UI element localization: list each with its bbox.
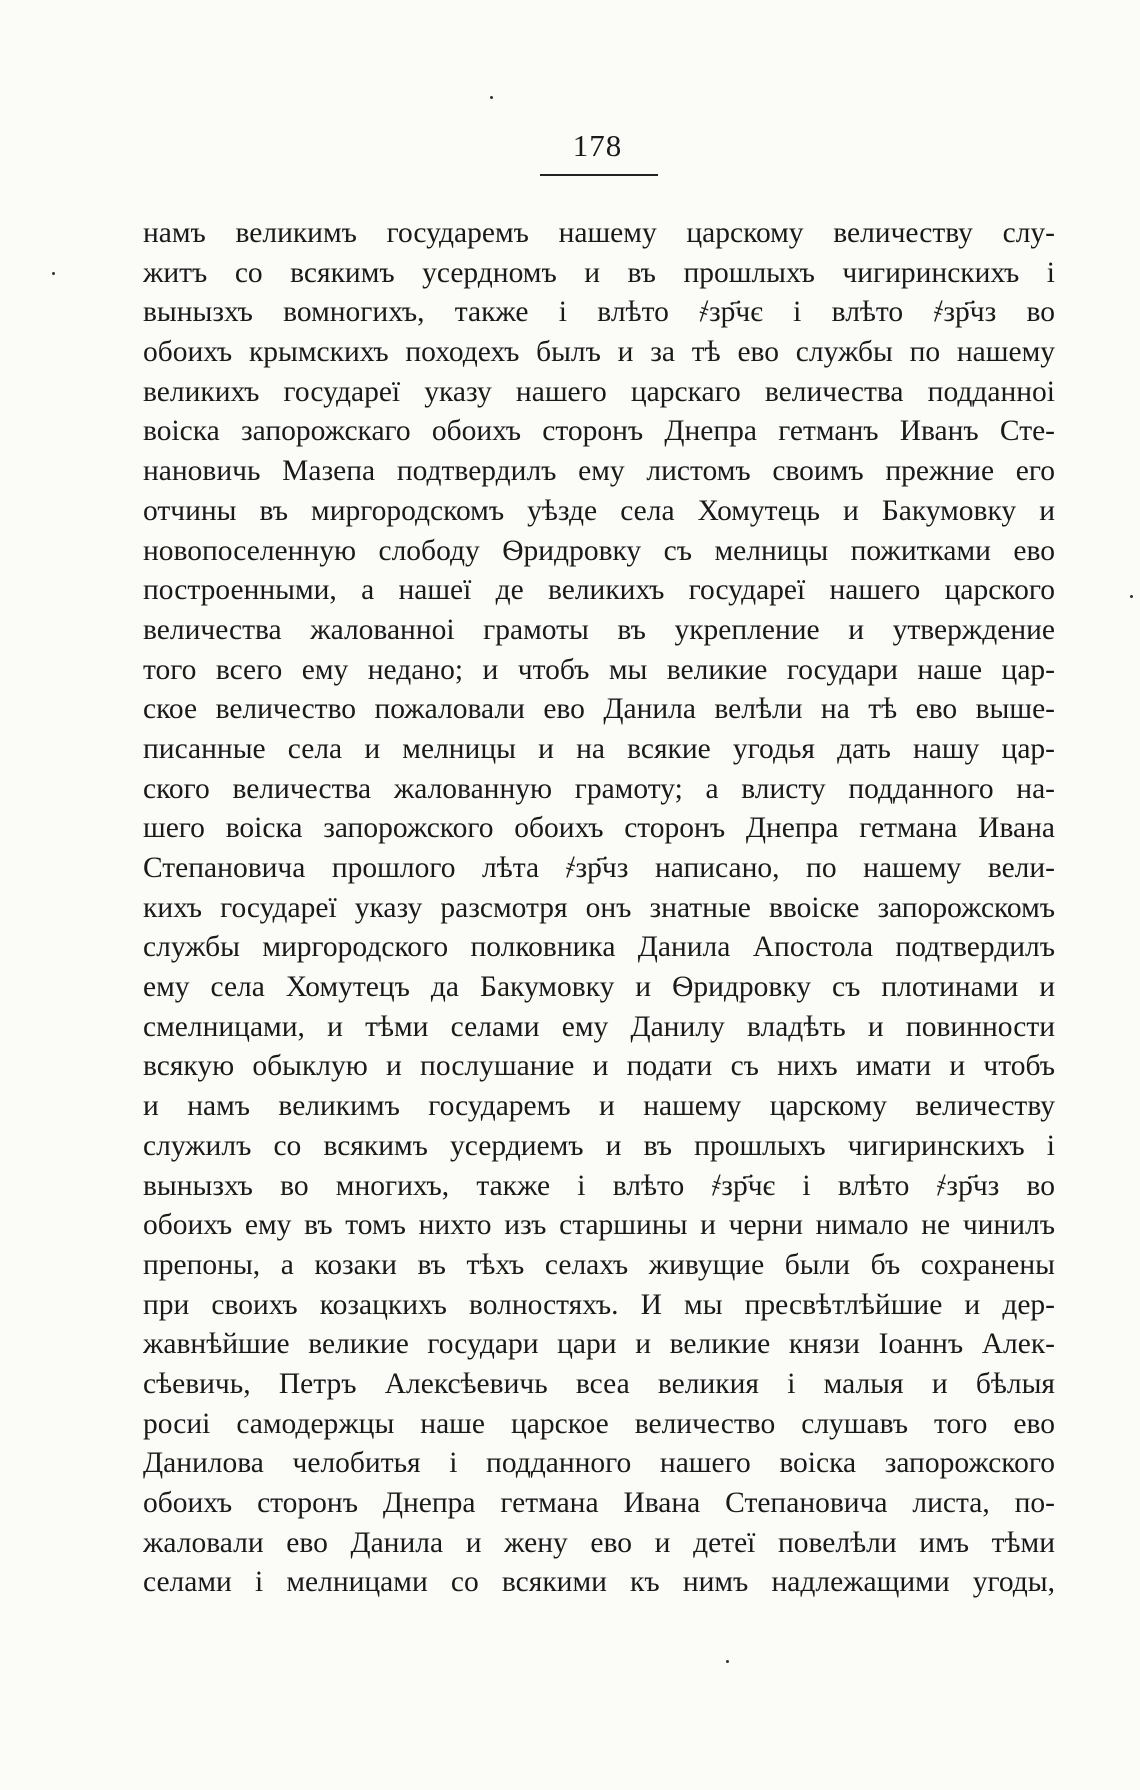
text-line: писанные села и мелницы и на всякие угодья дать нашу цар- — [143, 732, 1055, 765]
scan-speck — [52, 272, 55, 275]
text-line: всякую обыклую и послушание и подати съ нихъ имати и чтобъ — [143, 1050, 1055, 1083]
scan-speck — [1130, 595, 1133, 598]
text-line: того всего ему недано; и чтобъ мы великие государи наше цар- — [143, 653, 1055, 686]
text-line: кихъ государеї указу разсмотря онъ знатные ввоiске запорожскомъ — [143, 891, 1055, 924]
text-line: шего воiска запорожского обоихъ сторонъ Днепра гетмана Ивана — [143, 812, 1055, 845]
text-line: службы миргородского полковника Данила Апостола подтвердилъ — [143, 931, 1055, 964]
page-number-rule — [540, 174, 658, 176]
text-line: вынызхъ во многихъ, также і влѣто ҂зр҃чє і влѣто ҂зр҃чз во — [143, 1169, 1055, 1202]
text-line: обоихъ крымскихъ походехъ былъ и за тѣ ево службы по нашему — [143, 336, 1055, 369]
text-line: при своихъ козацкихъ волностяхъ. И мы пресвѣтлѣйшие и дер- — [143, 1288, 1055, 1321]
text-line: Данилова челобитья і подданного нашего воiска запорожского — [143, 1447, 1055, 1480]
text-line: житъ со всякимъ усердномъ и въ прошлыхъ чигиринскихъ і — [143, 256, 1055, 289]
text-line: воiска запорожскаго обоихъ сторонъ Днепра гетманъ Иванъ Сте- — [143, 415, 1055, 448]
text-line: селами і мелницами со всякими къ нимъ надлежащими угоды, — [143, 1566, 1055, 1599]
text-line: препоны, а козаки въ тѣхъ селахъ живущие были бъ сохранены — [143, 1248, 1055, 1281]
text-line: ского величества жалованную грамоту; а влисту подданного на- — [143, 772, 1055, 805]
page-number-wrap — [0, 128, 1140, 164]
text-line: служилъ со всякимъ усердиемъ и въ прошлыхъ чигиринскихъ і — [143, 1129, 1055, 1162]
text-line: отчины въ миргородскомъ уѣзде села Хомутець и Бакумовку и — [143, 494, 1055, 527]
text-line: вынызхъ вомногихъ, также і влѣто ҂зр҃чє і влѣто ҂зр҃чз во — [143, 296, 1055, 329]
text-line: Степановича прошлого лѣта ҂зр҃чз написано, по нашему вели- — [143, 852, 1055, 884]
body-text — [143, 214, 1055, 1603]
scan-speck — [490, 96, 493, 99]
text-line: обоихъ ему въ томъ нихто изъ старшины и черни нимало не чинилъ — [143, 1209, 1055, 1242]
text-line: новопоселенную слободу Ѳридровку съ мелницы пожитками ево — [143, 534, 1055, 567]
text-line: обоихъ сторонъ Днепра гетмана Ивана Степановича листа, по- — [143, 1487, 1055, 1519]
text-line: построенными, а нашеї де великихъ государеї нашего царского — [143, 574, 1055, 607]
text-line: и намъ великимъ государемъ и нашему царскому величеству — [143, 1090, 1055, 1123]
text-line: сѣевичь, Петръ Алексѣевичь всеа великия і малыя и бѣлыя — [143, 1367, 1055, 1400]
text-line: ему села Хомутецъ да Бакумовку и Ѳридровку съ плотинами и — [143, 971, 1055, 1004]
text-line: величества жалованноi грамоты въ укрепление и утверждение — [143, 613, 1055, 646]
text-line: смелницами, и тѣми селами ему Данилу владѣть и повинности — [143, 1010, 1055, 1043]
text-line: жаловали ево Данила и жену ево и детеї повелѣли имъ тѣми — [143, 1526, 1055, 1559]
page-number: 178 — [572, 128, 623, 163]
text-line: росиі самодержцы наше царское величество слушавъ того ево — [143, 1407, 1055, 1440]
text-line: жавнѣйшие великие государи цари и великие князи Іоаннъ Алек- — [143, 1328, 1055, 1361]
text-line: намъ великимъ государемъ нашему царскому величеству слу- — [143, 217, 1055, 249]
text-line: великихъ государеї указу нашего царскаго величества подданноі — [143, 375, 1055, 408]
text-line: нановичь Мазепа подтвердилъ ему листомъ своимъ прежние его — [143, 455, 1055, 488]
text-line: ское величество пожаловали ево Данила велѣли на тѣ ево выше- — [143, 693, 1055, 726]
scan-speck — [726, 1660, 729, 1663]
